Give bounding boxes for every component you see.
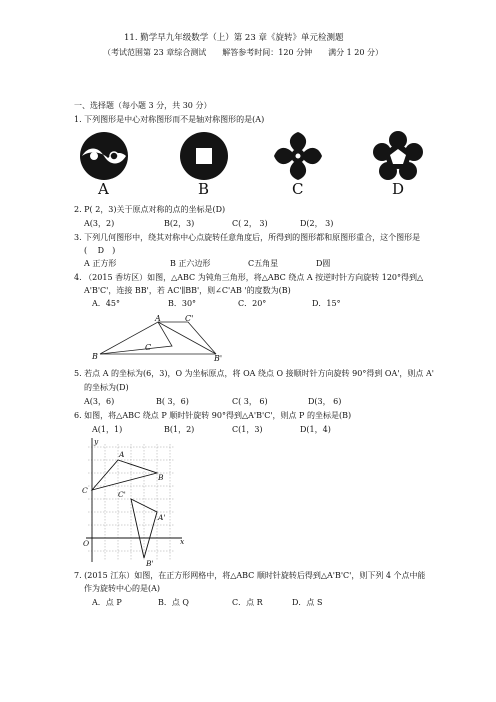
q7-option-c: C．点 R bbox=[232, 598, 263, 607]
q1-label-d: D bbox=[392, 180, 405, 198]
question-7-stem-line1: 7. (2015 江东）如图，在正方形网格中，将△ABC 顺时针旋转后得到△A'B'C'，则下列 4 个点中能 bbox=[74, 571, 426, 580]
question-5-stem-line2: 的坐标为(D) bbox=[84, 383, 129, 392]
question-4-stem-line2: A'B'C'，连接 BB'，若 AC'∥BB'，则∠C'AB '的度数为(B) bbox=[84, 286, 291, 295]
q6-option-c: C(1，3) bbox=[232, 425, 263, 434]
q1-label-b: B bbox=[198, 180, 210, 198]
question-1-stem: 1. 下列图形是中心对称图形而不是轴对称图形的是(A) bbox=[74, 115, 265, 124]
q6-grid-figure bbox=[78, 438, 190, 570]
q4-label-c1: C' bbox=[185, 314, 194, 323]
q6-option-a: A(1，1) bbox=[92, 425, 123, 434]
q3-option-b: B 正六边形 bbox=[170, 259, 211, 268]
q6-label-c: C bbox=[82, 486, 88, 495]
q6-axis-y-label: y bbox=[94, 437, 99, 446]
q5-option-d: D(3， 6) bbox=[308, 397, 342, 406]
q1-figure-d bbox=[370, 132, 430, 198]
question-6-stem: 6. 如图，将△ABC 绕点 P 顺时针旋转 90°得到△A'B'C'，则点 P 的坐标是(B) bbox=[74, 411, 352, 420]
question-7-options bbox=[92, 598, 422, 608]
q7-option-a: A．点 P bbox=[92, 598, 122, 607]
q3-option-d: D圆 bbox=[316, 259, 331, 268]
question-4-stem-line1: 4. （2015 香坊区）如图，△ABC 为钝角三角形，将△ABC 绕点 A 按逆时针方向旋转 120°得到△ bbox=[74, 273, 424, 282]
q4-option-c: C．20° bbox=[238, 299, 267, 308]
q6-label-a1: A' bbox=[158, 513, 166, 522]
section-heading: 一、选择题（每小题 3 分，共 30 分） bbox=[74, 101, 212, 110]
q6-option-b: B(1，2) bbox=[164, 425, 195, 434]
q6-label-c1: C' bbox=[118, 490, 126, 499]
q2-option-a: A(3，2) bbox=[84, 219, 115, 228]
q1-figure-c bbox=[270, 132, 330, 198]
q6-option-d: D(1，4) bbox=[300, 425, 331, 434]
q2-option-d: D(2， 3) bbox=[300, 219, 334, 228]
page-title: 11. 勤学早九年级数学（上）第 23 章《旋转》单元检测题 bbox=[124, 33, 344, 43]
q5-option-a: A(3，6) bbox=[84, 397, 115, 406]
q1-label-a: A bbox=[98, 180, 109, 198]
q5-option-c: C( 3， 6) bbox=[232, 397, 268, 406]
q4-label-c: C bbox=[145, 343, 152, 352]
question-3-stem-line1: 3. 下列几何图形中，绕其对称中心点旋转任意角度后，所得到的图形都和原图形重合，这个图形是 bbox=[74, 233, 421, 242]
q4-label-b: B bbox=[92, 352, 98, 361]
question-5-options bbox=[84, 397, 414, 407]
q6-origin-label: O bbox=[83, 539, 90, 548]
q1-figure-b bbox=[176, 132, 236, 198]
q3-option-c: C五角星 bbox=[248, 259, 279, 268]
q2-option-c: C( 2， 3) bbox=[232, 219, 268, 228]
q4-label-b1: B' bbox=[214, 354, 223, 363]
q1-figure-a bbox=[76, 132, 136, 198]
q4-option-b: B．30° bbox=[168, 299, 197, 308]
q4-option-a: A．45° bbox=[92, 299, 120, 308]
q6-label-b: B bbox=[158, 473, 164, 482]
question-7-stem-line2: 作为旋转中心的是(A) bbox=[84, 584, 161, 593]
q6-label-b1: B' bbox=[146, 559, 154, 568]
question-3-stem-line2: ( D ) bbox=[84, 246, 116, 255]
q4-option-d: D．15° bbox=[312, 299, 341, 308]
q4-label-a: A bbox=[155, 314, 161, 323]
q6-axis-x-label: x bbox=[180, 537, 185, 546]
question-5-stem-line1: 5. 若点 A 的坐标为(6，3)，O 为坐标原点，将 OA 绕点 O 接顺时针方向旋转 90°得到 OA'，则点 A' bbox=[74, 369, 434, 378]
question-2-stem: 2. P( 2，3)关于原点对称的点的坐标是(D) bbox=[74, 205, 226, 214]
question-4-options bbox=[92, 299, 422, 309]
question-2-options bbox=[84, 219, 414, 229]
q5-option-b: B( 3，6) bbox=[156, 397, 189, 406]
question-3-options bbox=[84, 259, 414, 269]
question-6-options bbox=[92, 425, 422, 435]
q1-knot-shape bbox=[274, 132, 322, 180]
q4-triangle-figure bbox=[92, 313, 232, 363]
q6-label-a: A bbox=[119, 450, 125, 459]
q7-option-d: D．点 S bbox=[292, 598, 323, 607]
q1-label-c: C bbox=[292, 180, 304, 198]
page-subtitle: （考试范围第 23 章综合测试 解答参考时间：120 分钟 满分 1 20 分） bbox=[103, 48, 383, 57]
q1-flower-shape bbox=[373, 131, 423, 180]
q3-option-a: A 正方形 bbox=[84, 259, 117, 268]
q7-option-b: B．点 Q bbox=[158, 598, 189, 607]
q2-option-b: B(2，3) bbox=[164, 219, 195, 228]
